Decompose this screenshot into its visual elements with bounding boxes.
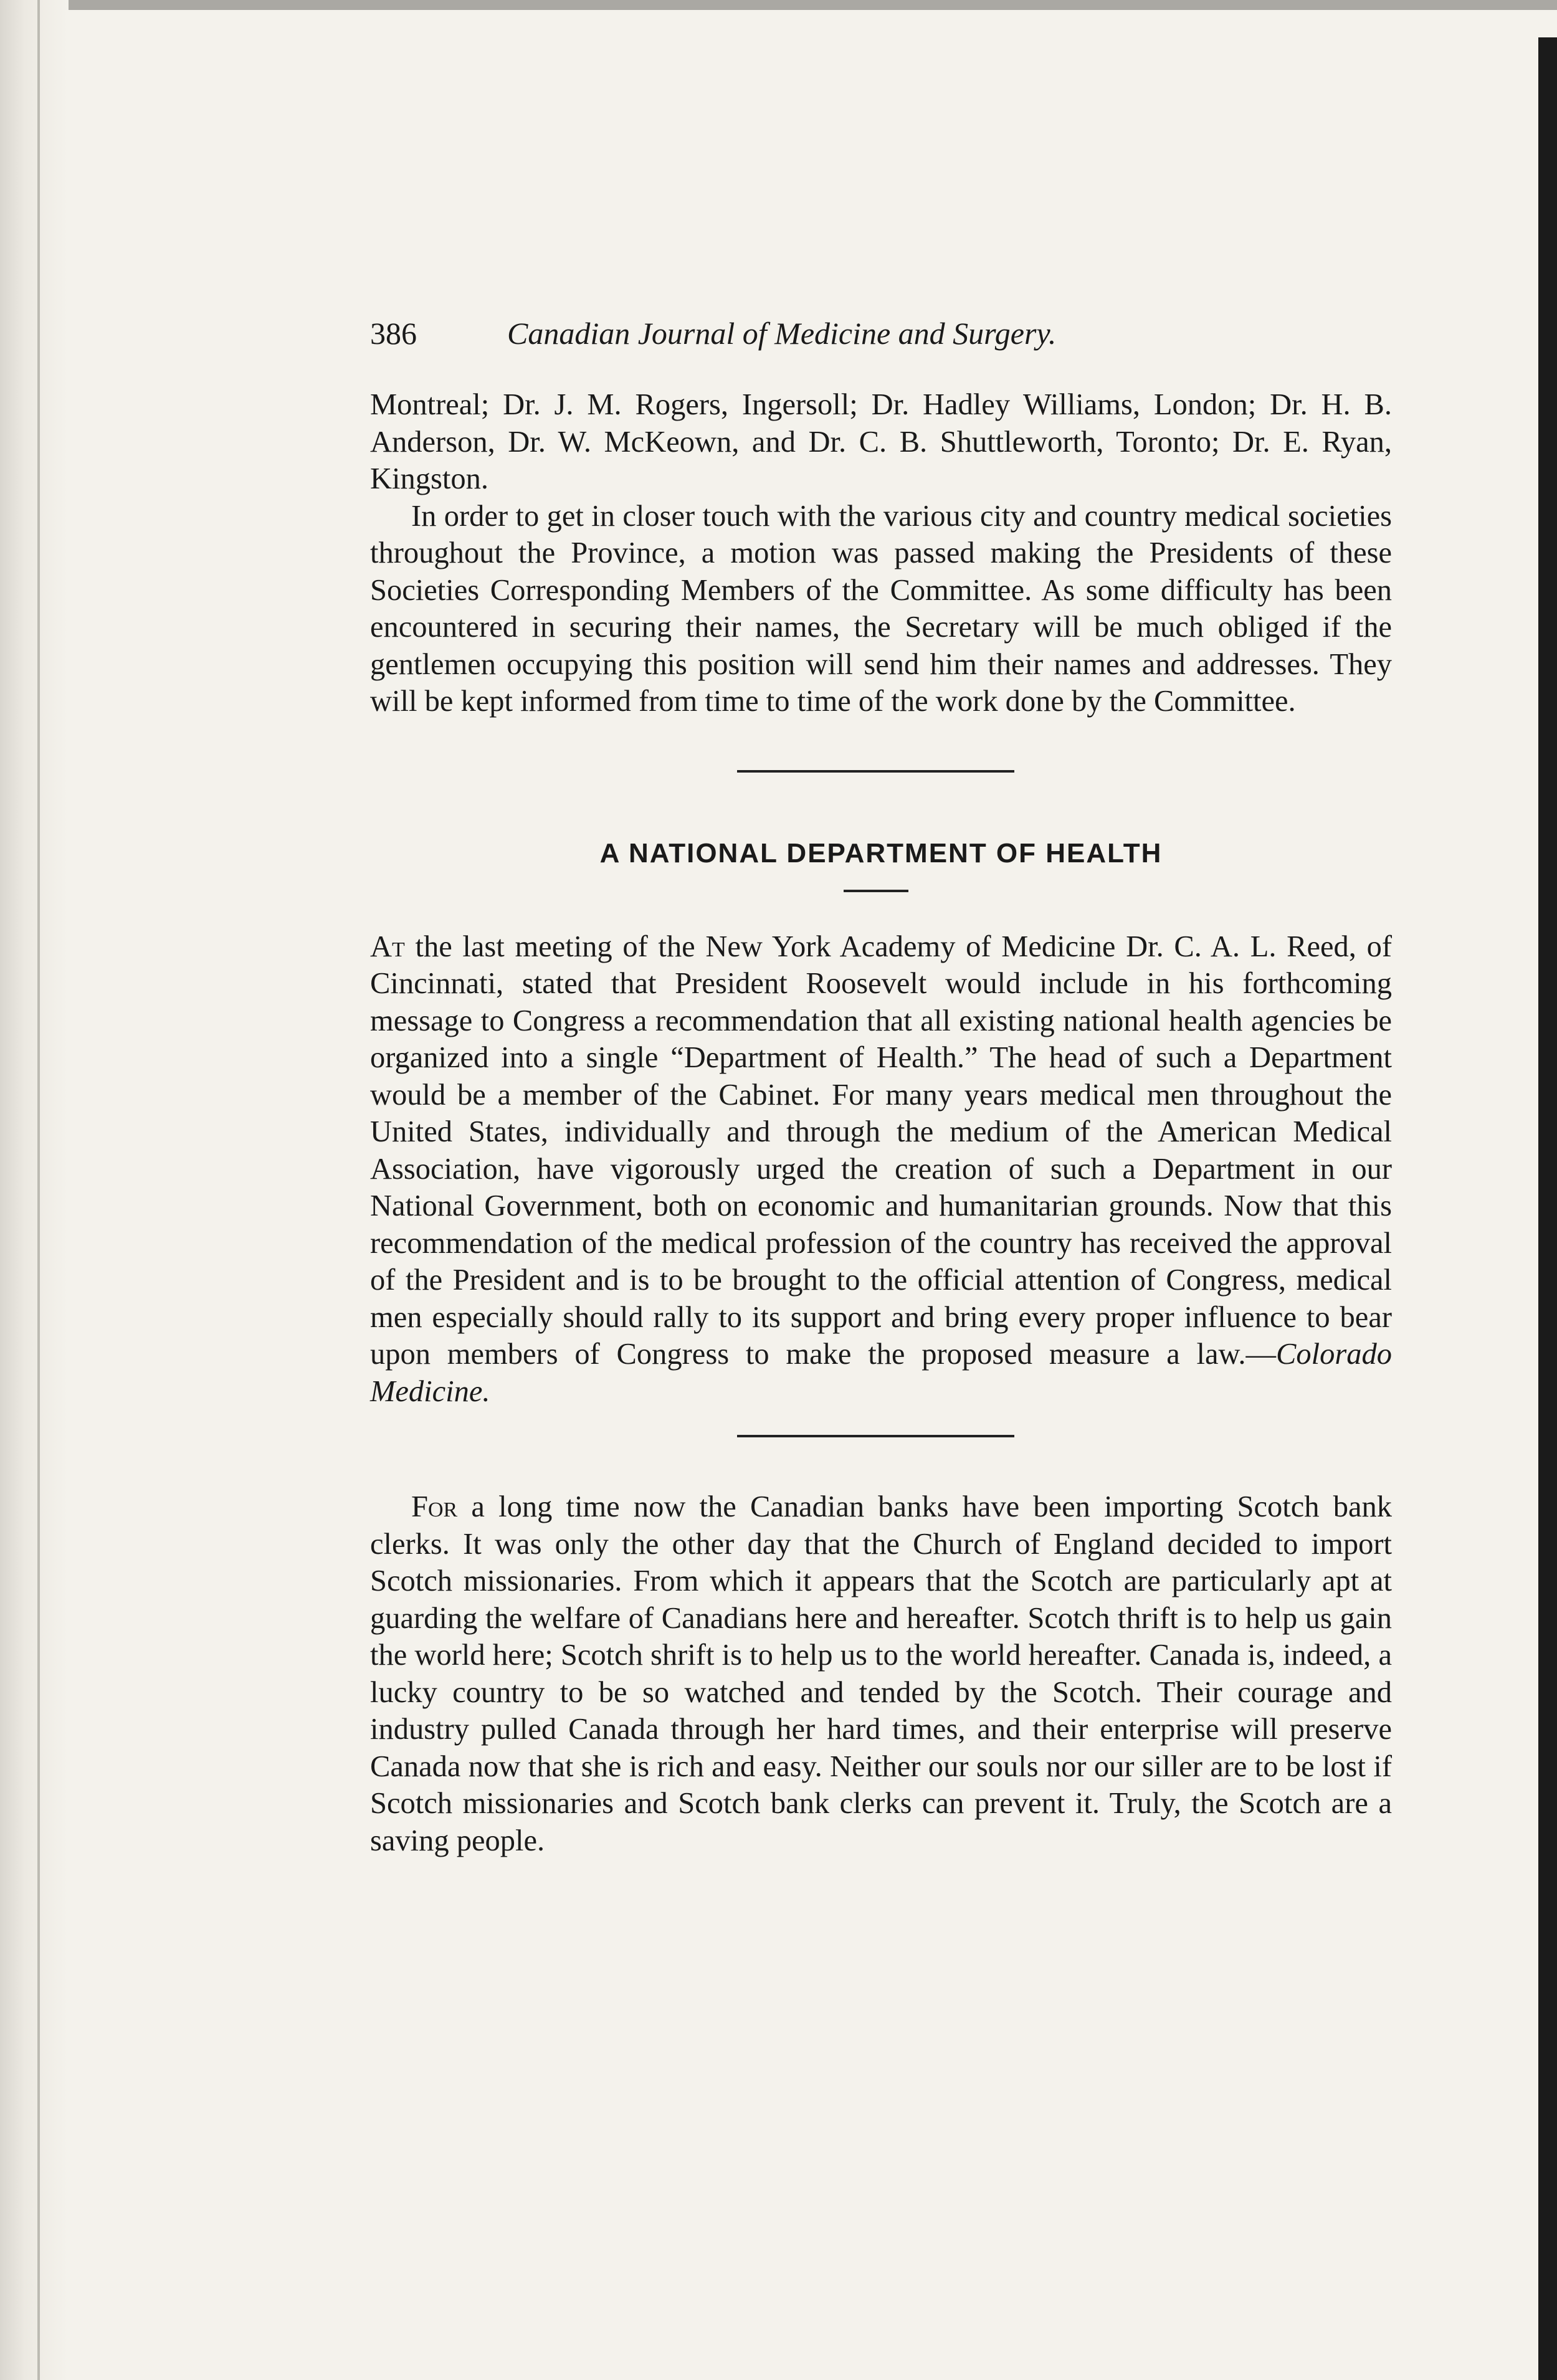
running-head bbox=[370, 305, 1392, 361]
paragraph-committee-names: Montreal; Dr. J. M. Rogers, Ingersoll; Dr. Hadley Williams, London; Dr. H. B. Anderson, Dr. W. McKeown, and Dr. C. B. Shuttleworth, Toronto; Dr. E. Ryan, Kingston. bbox=[370, 388, 1392, 495]
note-body bbox=[370, 1488, 1392, 1859]
scan-top-edge bbox=[0, 0, 1557, 10]
note-lead-word: For bbox=[411, 1490, 458, 1523]
scan-left-edge bbox=[0, 0, 69, 2380]
article-lead-word: At bbox=[370, 930, 405, 963]
article-body bbox=[370, 928, 1392, 1411]
paragraph-societies: In order to get in closer touch with the various city and country medical societies throughout the Province, a motion was passed making the Presidents of these Societies Corresponding Members of the Committee. As some difficulty has been encountered in securing their names, the Secretary will be much obliged if the gentlemen occupying this position will send him their names and addresses. They will be kept informed from time to time of the work done by the Committee. bbox=[370, 499, 1392, 718]
scan-right-edge bbox=[1538, 37, 1557, 2380]
text-column bbox=[370, 305, 1392, 1859]
article-source: Colorado Medicine. bbox=[370, 1338, 1392, 1408]
article-text: the last meeting of the New York Academy of Medicine Dr. C. A. L. Reed, of Cincinnati, stated that President Roosevelt would include in his forthcoming message to Congress a recommendation that all existing national health agencies be organized into a single “Department of Health.” The head of such a Department would be a member of the Cabinet. For many years medical men throughout the United States, individually and through the medium of the American Medical Association, have vigorously urged the creation of such a Department in our National Government, both on economic and humanitarian grounds. Now that this recommendation of the medical profession of the country has received the approval of the President and is to be brought to the official attention of Congress, medical men especially should rally to its support and bring every proper influence to bear upon members of Congress to make the proposed measure a law.— bbox=[370, 930, 1392, 1371]
article-heading: A NATIONAL DEPARTMENT OF HEALTH bbox=[599, 837, 1163, 869]
note-text: a long time now the Canadian banks have been importing Scotch bank clerks. It was only the other day that the Church of England decided to import Scotch missionaries. From which it appears that the Scotch are particularly apt at guarding the welfare of Canadians here and hereafter. Scotch thrift is to help us gain the world here; Scotch shrift is to help us to the world hereafter. Canada is, indeed, a lucky country to be so watched and tended by the Scotch. Their courage and industry pulled Canada through her hard times, and their enterprise will preserve Canada now that she is rich and easy. Neither our souls nor our siller are to be lost if Scotch missionaries and Scotch bank clerks can prevent it. Truly, the Scotch are a saving people. bbox=[370, 1490, 1392, 1857]
page-number: 386 bbox=[370, 316, 417, 351]
journal-title: Canadian Journal of Medicine and Surgery. bbox=[507, 316, 1057, 351]
